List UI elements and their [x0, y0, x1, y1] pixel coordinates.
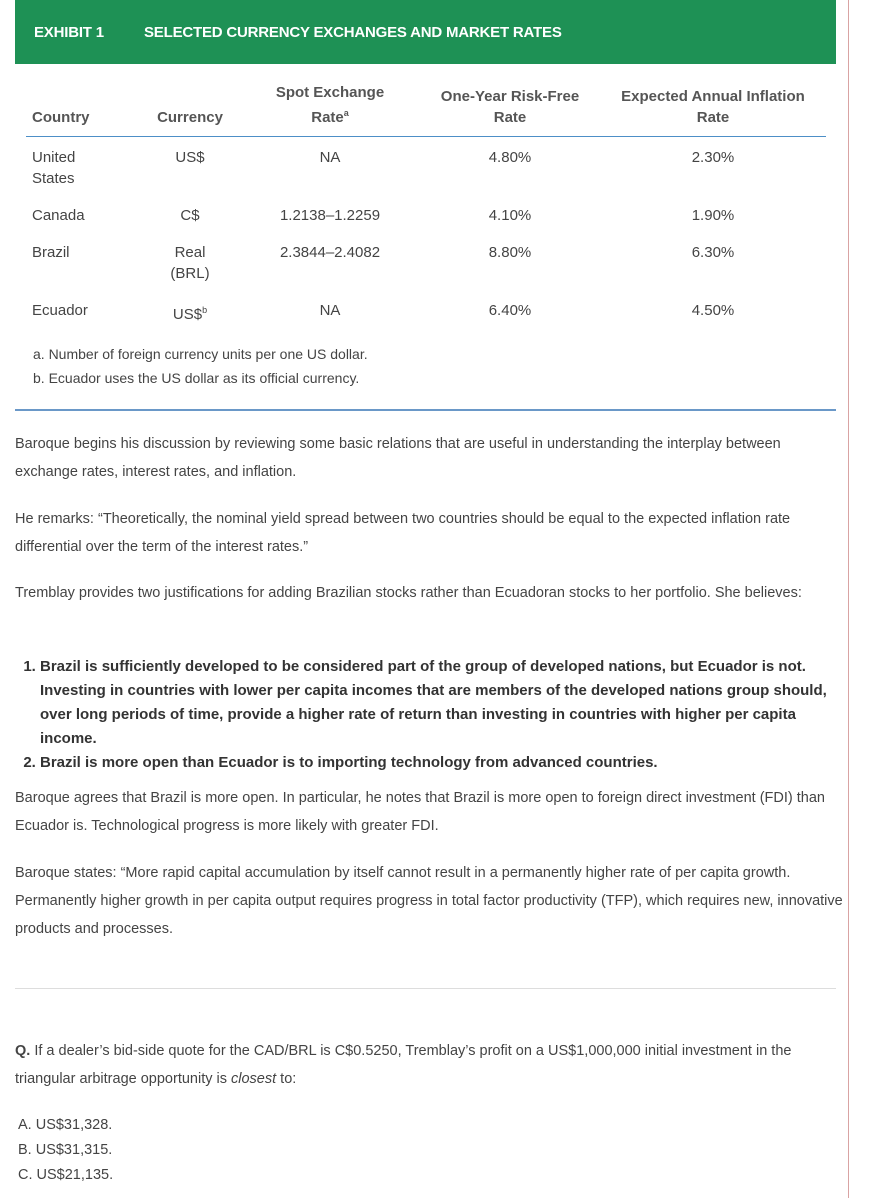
col-risk-free	[420, 78, 600, 137]
page-border-right	[848, 0, 849, 1198]
list-item: 1. Brazil is sufficiently developed to be considered part of the group of developed nations, but Ecuador is not. Investing in countries with lower per capita incomes that are members of the developed nations group should, over long periods of time, provide a higher rate of return than investing in countries with higher per capita income.	[40, 655, 855, 751]
col-rf-line2: Rate	[493, 109, 527, 126]
cell-country: United States	[32, 149, 76, 187]
exhibit-table	[26, 78, 826, 331]
cell-risk-free: 8.80%	[488, 244, 532, 261]
question-text	[15, 1037, 845, 1093]
footnote-a: a. Number of foreign currency units per one US dollar.	[33, 346, 368, 362]
option-c[interactable]: C. US$21,135.	[18, 1167, 114, 1183]
cell-currency: US$	[175, 149, 205, 166]
col-rf-line1: One-Year Risk-Free	[440, 88, 580, 105]
table-row	[26, 137, 826, 196]
cell-spot: 2.3844–2.4082	[279, 244, 381, 261]
cell-risk-free: 4.80%	[488, 149, 532, 166]
cell-country: Ecuador	[32, 302, 88, 319]
cell-country: Canada	[32, 207, 85, 224]
exhibit-label: EXHIBIT 1	[34, 23, 104, 41]
cell-spot: 1.2138–1.2259	[279, 207, 381, 224]
answer-options	[18, 1113, 113, 1188]
option-b[interactable]: B. US$31,315.	[18, 1142, 113, 1158]
cell-inflation: 1.90%	[691, 207, 735, 224]
question-body: If a dealer’s bid-side quote for the CAD/BRL is C$0.5250, Tremblay’s profit on a US$1,000,000 initial investment in the triangular arbitrage opportunity is	[15, 1043, 792, 1087]
paragraph-remark: He remarks: “Theoretically, the nominal yield spread between two countries should be equal to the expected inflation rate differential over the term of the interest rates.”	[15, 511, 791, 555]
cell-country: Brazil	[32, 244, 70, 261]
cell-currency: C$	[180, 207, 200, 224]
question-emphasis: closest	[231, 1071, 277, 1087]
option-a[interactable]: A. US$31,328.	[18, 1117, 113, 1133]
paragraph-tremblay: Tremblay provides two justifications for adding Brazilian stocks rather than Ecuadoran stocks to her portfolio. She believes:	[15, 585, 802, 601]
col-spot-footnote: a	[343, 108, 349, 118]
cell-currency: US\$$^b$	[172, 305, 208, 323]
col-inflation	[600, 78, 826, 137]
footnote-b: b. Ecuador uses the US dollar as its official currency.	[33, 370, 360, 386]
col-spot	[240, 78, 420, 137]
paragraph-intro: Baroque begins his discussion by reviewing some basic relations that are useful in understanding the interplay between exchange rates, interest rates, and inflation.	[15, 436, 781, 480]
question-suffix: to:	[276, 1071, 297, 1087]
cell-currency: Real (BRL)	[170, 244, 210, 282]
col-infl-line1: Expected Annual Inflation	[621, 88, 805, 105]
exhibit-title: SELECTED CURRENCY EXCHANGES AND MARKET RATES	[144, 23, 562, 41]
cell-inflation: 4.50%	[691, 302, 735, 319]
cell-inflation: 2.30%	[691, 149, 735, 166]
table-row	[26, 232, 826, 290]
col-infl-line2: Rate	[696, 109, 730, 126]
exhibit-header	[15, 0, 836, 64]
question-prefix: Q.	[15, 1043, 31, 1059]
cell-inflation: 6.30%	[691, 244, 735, 261]
question-divider	[15, 988, 836, 989]
cell-spot: NA	[319, 302, 341, 319]
cell-spot: NA	[319, 149, 341, 166]
cell-risk-free: 4.10%	[488, 207, 532, 224]
table-row	[26, 290, 826, 331]
justification-list	[20, 655, 855, 775]
col-spot-line2: Rate	[311, 109, 344, 126]
section-divider	[15, 409, 836, 411]
table-header-row	[26, 78, 826, 137]
col-spot-line1: Spot Exchange	[275, 84, 385, 101]
table-footnotes	[33, 342, 368, 390]
table-row	[26, 195, 826, 232]
paragraph-fdi: Baroque agrees that Brazil is more open. In particular, he notes that Brazil is more open to foreign direct investment (FDI) than Ecuador is. Technological progress is more likely with greater FDI.	[15, 790, 825, 834]
cell-risk-free: 6.40%	[488, 302, 532, 319]
list-item: 2. Brazil is more open than Ecuador is to importing technology from advanced countries.	[40, 751, 855, 775]
paragraph-tfp: Baroque states: “More rapid capital accumulation by itself cannot result in a permanently higher rate of per capita growth. Permanently higher growth in per capita output requires progress in total factor productivity (TFP), which requires new, innovative products and processes.	[15, 865, 843, 937]
col-country: Country	[26, 78, 140, 137]
col-currency: Currency	[140, 78, 240, 137]
